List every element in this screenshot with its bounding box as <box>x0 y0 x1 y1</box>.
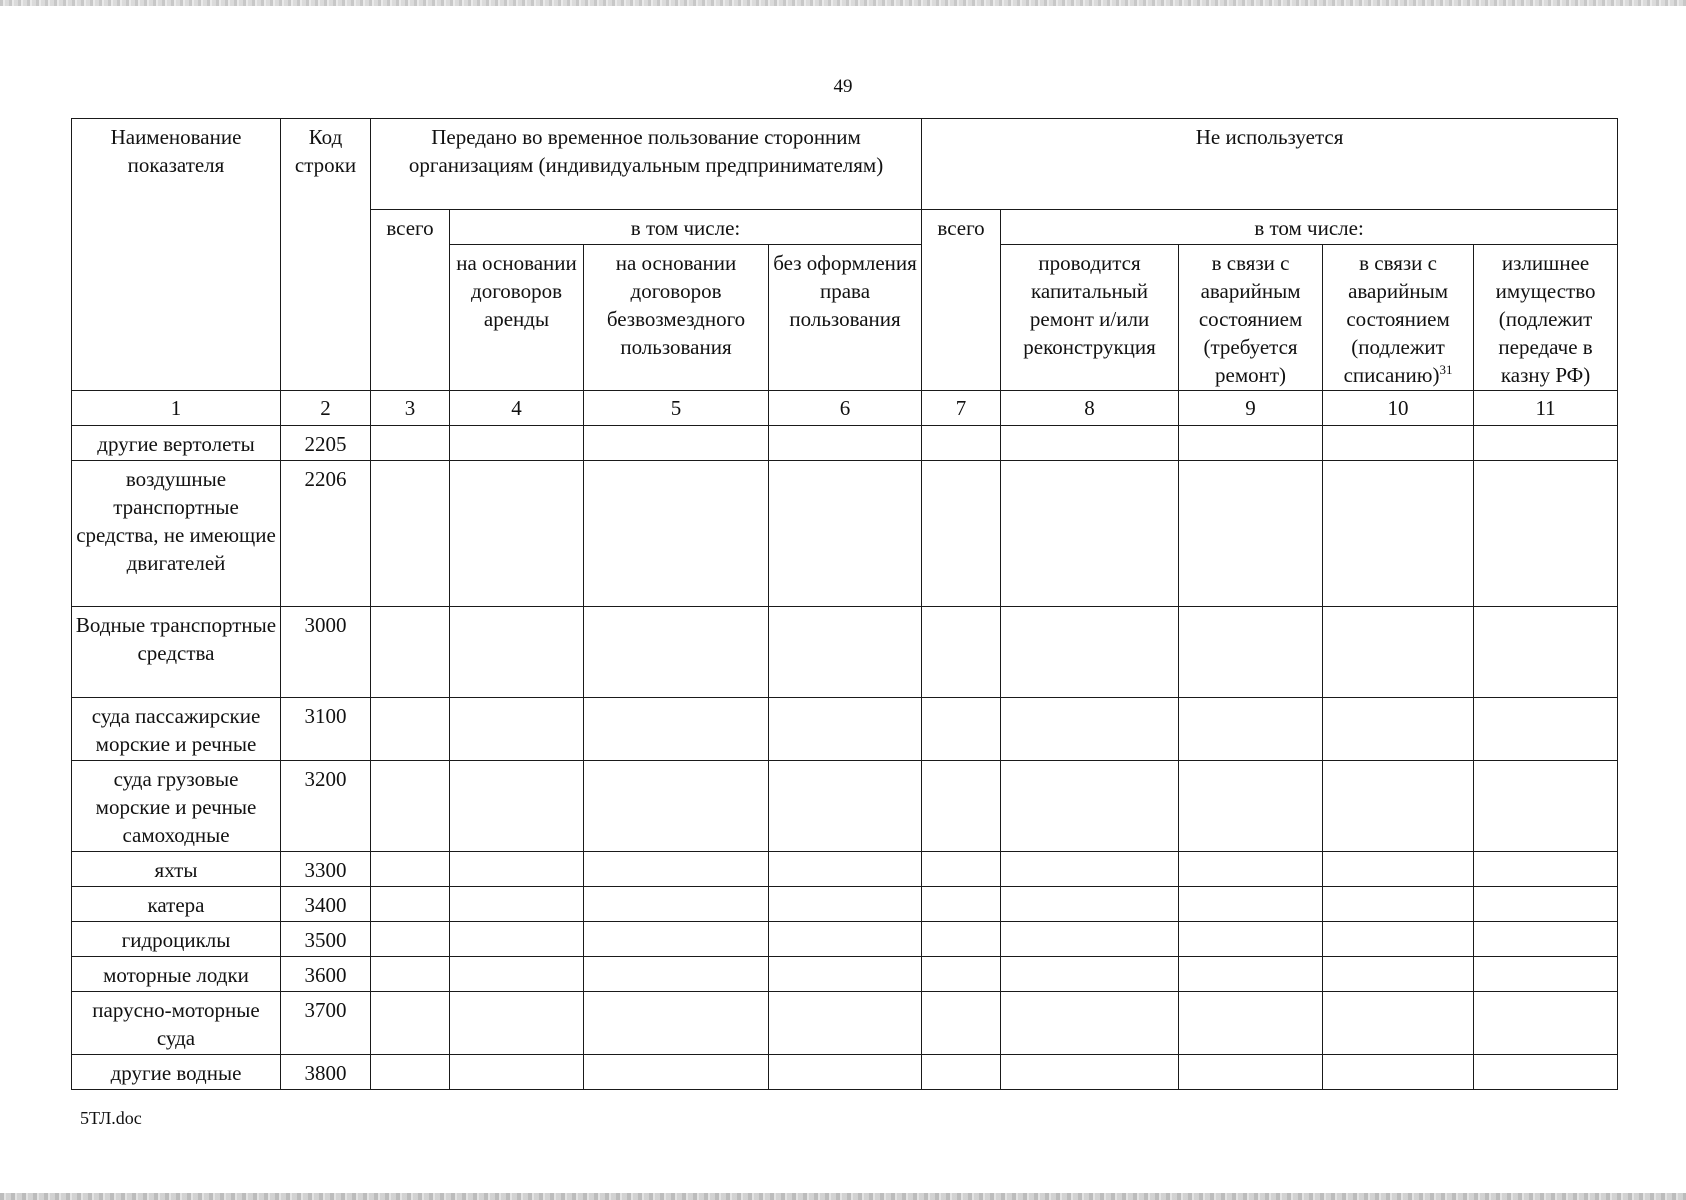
header-col-8: проводится капитальный ремонт и/или реконструкция <box>1001 245 1179 391</box>
table-row <box>72 992 1618 1055</box>
table-row <box>72 957 1618 992</box>
data-cell[interactable] <box>769 607 922 698</box>
header-code-cell: Код строки <box>281 119 371 391</box>
data-cell[interactable] <box>1001 461 1179 607</box>
data-cell[interactable] <box>922 852 1001 887</box>
data-cell[interactable] <box>1323 887 1474 922</box>
data-cell[interactable] <box>450 761 584 852</box>
header-name-cell: Наименование показателя <box>72 119 281 391</box>
page-number: 49 <box>833 76 853 97</box>
header-col-11: излишнее имущество (подлежит передаче в казну РФ) <box>1474 245 1618 391</box>
table-row <box>72 607 1618 698</box>
data-cell[interactable] <box>371 1055 450 1090</box>
data-cell[interactable] <box>769 761 922 852</box>
data-cell[interactable] <box>769 852 922 887</box>
data-cell[interactable] <box>584 992 769 1055</box>
data-cell[interactable] <box>371 461 450 607</box>
data-cell[interactable] <box>1474 607 1618 698</box>
column-number: 7 <box>922 391 1001 426</box>
data-cell[interactable] <box>1001 992 1179 1055</box>
data-cell[interactable] <box>584 852 769 887</box>
data-cell[interactable] <box>1474 461 1618 607</box>
data-cell[interactable] <box>584 607 769 698</box>
data-cell[interactable] <box>1474 852 1618 887</box>
data-cell[interactable] <box>769 1055 922 1090</box>
row-name: другие вертолеты <box>72 426 281 461</box>
table-row <box>72 887 1618 922</box>
row-code: 3000 <box>281 607 371 698</box>
data-cell[interactable] <box>450 992 584 1055</box>
data-cell[interactable] <box>1179 607 1323 698</box>
data-cell[interactable] <box>1474 887 1618 922</box>
data-cell[interactable] <box>450 607 584 698</box>
row-code: 3100 <box>281 698 371 761</box>
data-cell[interactable] <box>371 426 450 461</box>
header-transferred-including: в том числе: <box>450 210 922 245</box>
data-cell[interactable] <box>922 992 1001 1055</box>
data-cell[interactable] <box>1001 922 1179 957</box>
data-cell[interactable] <box>1179 887 1323 922</box>
data-cell[interactable] <box>450 957 584 992</box>
data-cell[interactable] <box>1323 461 1474 607</box>
header-col-9: в связи с аварийным состоянием (требуется ремонт) <box>1179 245 1323 391</box>
data-cell[interactable] <box>1323 607 1474 698</box>
data-cell[interactable] <box>922 761 1001 852</box>
data-cell[interactable] <box>922 887 1001 922</box>
data-cell[interactable] <box>1323 922 1474 957</box>
data-cell[interactable] <box>450 426 584 461</box>
data-cell[interactable] <box>769 698 922 761</box>
data-cell[interactable] <box>1474 922 1618 957</box>
data-cell[interactable] <box>1474 992 1618 1055</box>
data-cell[interactable] <box>1474 761 1618 852</box>
column-number: 1 <box>72 391 281 426</box>
row-code: 2205 <box>281 426 371 461</box>
table-row <box>72 461 1618 607</box>
header-col-4: на основании договоров аренды <box>450 245 584 391</box>
header-not-used-group: Не используется <box>922 119 1618 210</box>
data-cell[interactable] <box>1474 1055 1618 1090</box>
data-cell[interactable] <box>1179 1055 1323 1090</box>
header-col-5: на основании договоров безвозмездного пользования <box>584 245 769 391</box>
header-col-6: без оформления права пользования <box>769 245 922 391</box>
column-number: 11 <box>1474 391 1618 426</box>
row-code: 3700 <box>281 992 371 1055</box>
data-cell[interactable] <box>1323 761 1474 852</box>
column-number: 10 <box>1323 391 1474 426</box>
data-cell[interactable] <box>584 761 769 852</box>
data-cell[interactable] <box>371 992 450 1055</box>
row-name: суда пассажирские морские и речные <box>72 698 281 761</box>
data-cell[interactable] <box>769 887 922 922</box>
data-cell[interactable] <box>1001 761 1179 852</box>
data-cell[interactable] <box>1323 698 1474 761</box>
column-number: 9 <box>1179 391 1323 426</box>
data-cell[interactable] <box>450 461 584 607</box>
footnote-mark: 31 <box>1439 362 1453 377</box>
column-number-row <box>72 391 1618 426</box>
column-number: 2 <box>281 391 371 426</box>
data-cell[interactable] <box>1179 852 1323 887</box>
data-cell[interactable] <box>450 922 584 957</box>
data-cell[interactable] <box>769 922 922 957</box>
row-code: 3300 <box>281 852 371 887</box>
column-number: 4 <box>450 391 584 426</box>
data-cell[interactable] <box>450 698 584 761</box>
document-filename: 5ТЛ.doc <box>80 1108 142 1128</box>
data-cell[interactable] <box>371 607 450 698</box>
data-cell[interactable] <box>584 1055 769 1090</box>
data-cell[interactable] <box>584 957 769 992</box>
column-number: 8 <box>1001 391 1179 426</box>
report-table <box>71 118 1618 1090</box>
data-cell[interactable] <box>922 957 1001 992</box>
data-cell[interactable] <box>1179 698 1323 761</box>
header-transferred-group: Передано во временное пользование сторонним организациям (индивидуальным предпринимателям) <box>371 119 922 210</box>
data-cell[interactable] <box>1001 852 1179 887</box>
data-cell[interactable] <box>371 698 450 761</box>
row-name: воздушные транспортные средства, не имеющие двигателей <box>72 461 281 607</box>
data-cell[interactable] <box>584 461 769 607</box>
row-code: 3600 <box>281 957 371 992</box>
data-cell[interactable] <box>1323 992 1474 1055</box>
data-cell[interactable] <box>1474 426 1618 461</box>
scan-edge-top <box>0 0 1686 6</box>
data-cell[interactable] <box>1323 426 1474 461</box>
column-number: 3 <box>371 391 450 426</box>
header-transferred-total: всего <box>371 210 450 391</box>
row-name: другие водные <box>72 1055 281 1090</box>
table-row <box>72 426 1618 461</box>
data-cell[interactable] <box>1179 461 1323 607</box>
data-cell[interactable] <box>769 992 922 1055</box>
data-cell[interactable] <box>371 922 450 957</box>
column-number: 5 <box>584 391 769 426</box>
data-cell[interactable] <box>584 922 769 957</box>
data-cell[interactable] <box>1179 426 1323 461</box>
data-cell[interactable] <box>1323 957 1474 992</box>
data-cell[interactable] <box>1001 957 1179 992</box>
data-cell[interactable] <box>922 461 1001 607</box>
column-number: 6 <box>769 391 922 426</box>
data-cell[interactable] <box>769 957 922 992</box>
data-cell[interactable] <box>1001 698 1179 761</box>
row-code: 3200 <box>281 761 371 852</box>
data-cell[interactable] <box>371 887 450 922</box>
data-cell[interactable] <box>1001 426 1179 461</box>
data-cell[interactable] <box>922 922 1001 957</box>
row-code: 3500 <box>281 922 371 957</box>
table-row <box>72 1055 1618 1090</box>
table-row <box>72 922 1618 957</box>
table-row <box>72 698 1618 761</box>
data-cell[interactable] <box>922 1055 1001 1090</box>
data-cell[interactable] <box>1179 922 1323 957</box>
data-cell[interactable] <box>584 426 769 461</box>
data-cell[interactable] <box>1179 957 1323 992</box>
data-cell[interactable] <box>450 887 584 922</box>
table-row <box>72 852 1618 887</box>
data-cell[interactable] <box>1323 852 1474 887</box>
header-not-used-including: в том числе: <box>1001 210 1618 245</box>
data-cell[interactable] <box>922 698 1001 761</box>
row-name: суда грузовые морские и речные самоходные <box>72 761 281 852</box>
header-col-10-text: в связи с аварийным состоянием (подлежит списанию) <box>1343 251 1450 387</box>
data-cell[interactable] <box>1179 761 1323 852</box>
data-cell[interactable] <box>371 852 450 887</box>
data-cell[interactable] <box>1323 1055 1474 1090</box>
row-code: 2206 <box>281 461 371 607</box>
data-cell[interactable] <box>1179 992 1323 1055</box>
row-name: парусно-моторные суда <box>72 992 281 1055</box>
data-cell[interactable] <box>922 426 1001 461</box>
data-cell[interactable] <box>371 957 450 992</box>
data-cell[interactable] <box>450 1055 584 1090</box>
data-cell[interactable] <box>1001 607 1179 698</box>
row-name: моторные лодки <box>72 957 281 992</box>
data-cell[interactable] <box>769 461 922 607</box>
data-cell[interactable] <box>1474 698 1618 761</box>
data-cell[interactable] <box>450 852 584 887</box>
data-cell[interactable] <box>1474 957 1618 992</box>
header-row-1 <box>72 119 1618 210</box>
data-cell[interactable] <box>371 761 450 852</box>
table-row <box>72 761 1618 852</box>
data-cell[interactable] <box>584 698 769 761</box>
data-cell[interactable] <box>1001 887 1179 922</box>
row-name: яхты <box>72 852 281 887</box>
row-name: Водные транспортные средства <box>72 607 281 698</box>
data-cell[interactable] <box>922 607 1001 698</box>
header-not-used-total: всего <box>922 210 1001 391</box>
data-cell[interactable] <box>584 887 769 922</box>
header-col-10 <box>1323 245 1474 391</box>
row-name: катера <box>72 887 281 922</box>
row-code: 3800 <box>281 1055 371 1090</box>
data-cell[interactable] <box>1001 1055 1179 1090</box>
row-code: 3400 <box>281 887 371 922</box>
row-name: гидроциклы <box>72 922 281 957</box>
data-cell[interactable] <box>769 426 922 461</box>
scan-edge-bottom <box>0 1193 1686 1200</box>
